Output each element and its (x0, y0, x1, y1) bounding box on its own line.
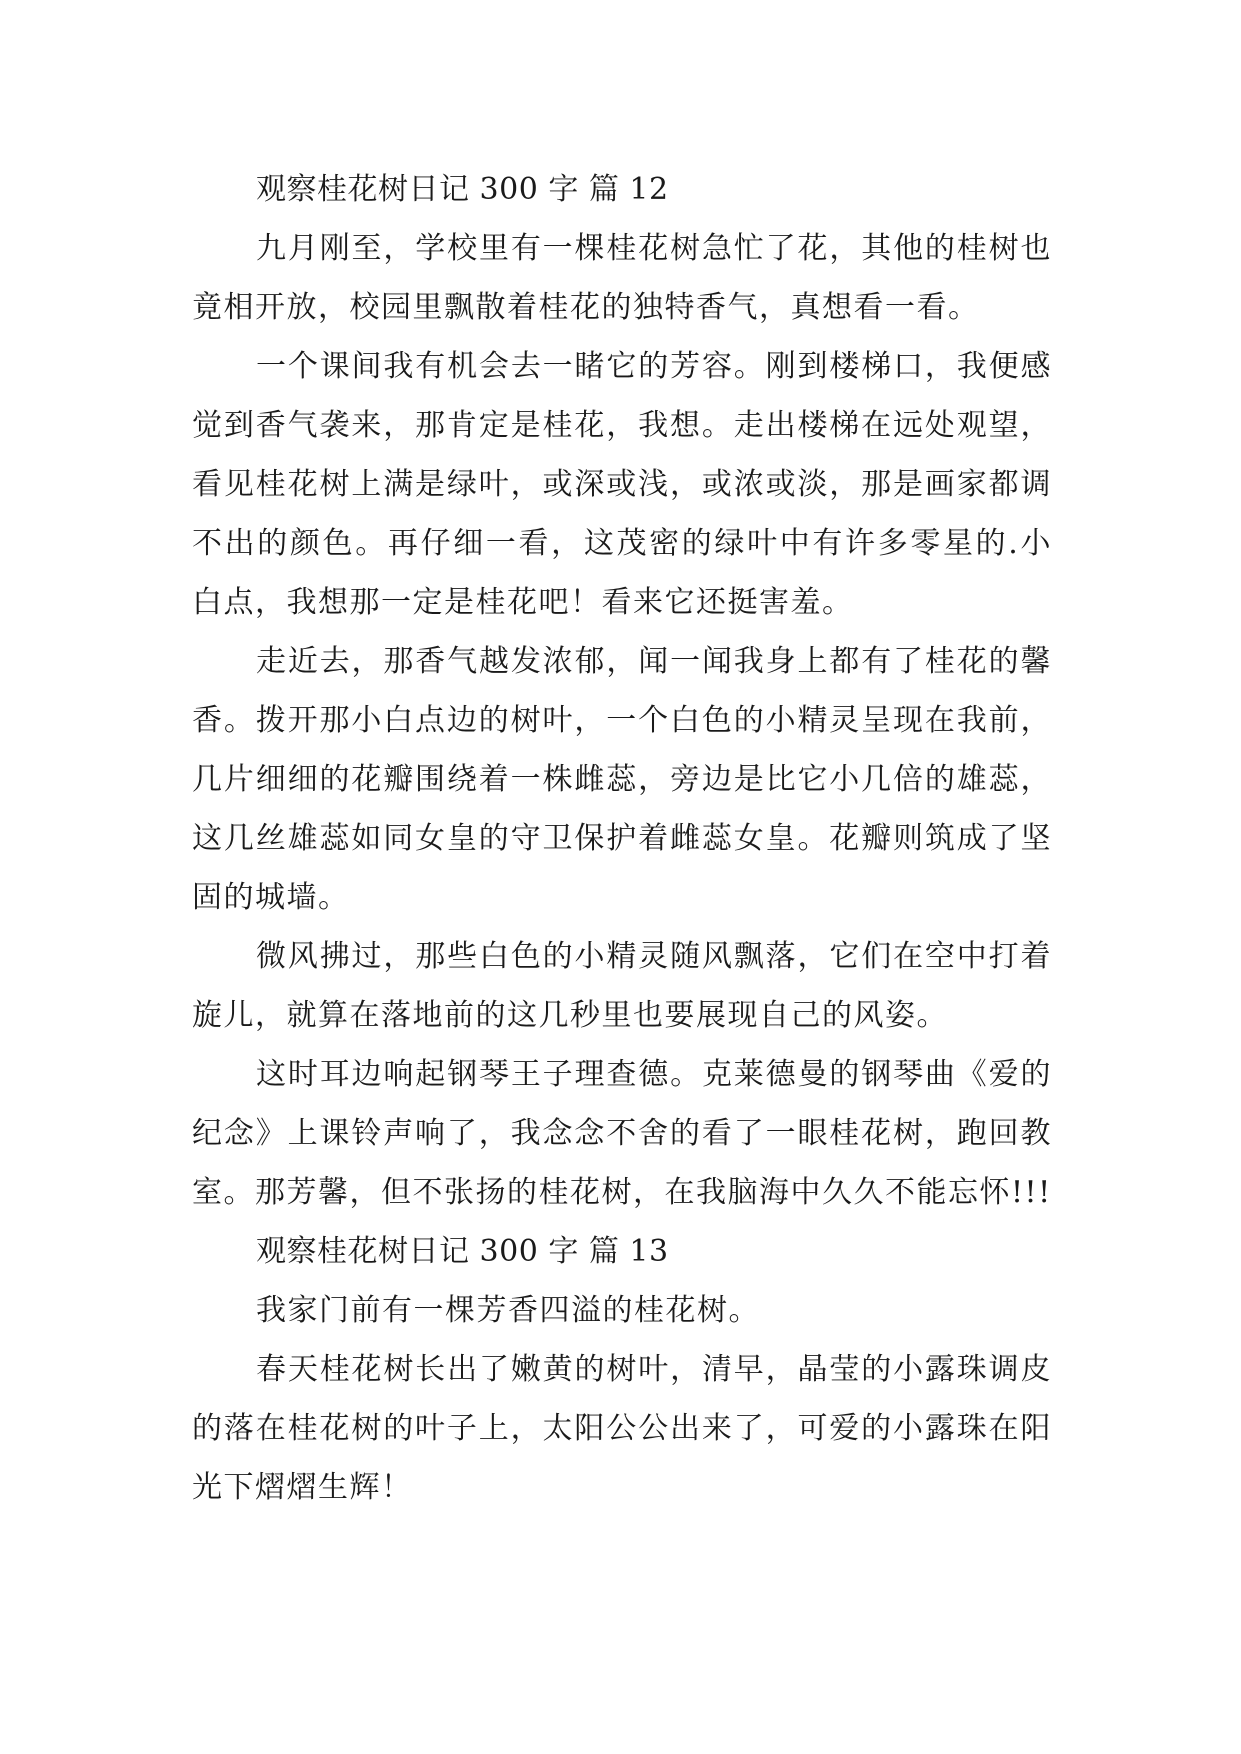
paragraph: 一个课间我有机会去一睹它的芳容。刚到楼梯口，我便感觉到香气袭来，那肯定是桂花，我想。走出楼梯在远处观望，看见桂花树上满是绿叶，或深或浅，或浓或淡，那是画家都调不出的颜色。再仔细一看，这茂密的绿叶中有许多零星的.小白点，我想那一定是桂花吧！看来它还挺害羞。 (192, 349, 1052, 620)
paragraph: 我家门前有一棵芳香四溢的桂花树。 (256, 1293, 760, 1328)
section-heading: 观察桂花树日记 300 字 篇 13 (256, 1234, 669, 1269)
paragraph: 春天桂花树长出了嫩黄的树叶，清早，晶莹的小露珠调皮的落在桂花树的叶子上，太阳公公出来了，可爱的小露珠在阳光下熠熠生辉！ (192, 1352, 1052, 1505)
paragraph: 这时耳边响起钢琴王子理查德。克莱德曼的钢琴曲《爱的纪念》上课铃声响了，我念念不舍的看了一眼桂花树，跑回教室。那芳馨，但不张扬的桂花树，在我脑海中久久不能忘怀!!! (192, 1057, 1052, 1210)
section-heading: 观察桂花树日记 300 字 篇 12 (256, 172, 669, 207)
paragraph: 微风拂过，那些白色的小精灵随风飘落，它们在空中打着旋儿，就算在落地前的这几秒里也要展现自己的风姿。 (192, 939, 1052, 1033)
paragraph: 走近去，那香气越发浓郁，闻一闻我身上都有了桂花的馨香。拨开那小白点边的树叶，一个白色的小精灵呈现在我前，几片细细的花瓣围绕着一株雌蕊，旁边是比它小几倍的雄蕊，这几丝雄蕊如同女皇的守卫保护着雌蕊女皇。花瓣则筑成了坚固的城墙。 (192, 644, 1052, 915)
paragraph: 九月刚至，学校里有一棵桂花树急忙了花，其他的桂树也竟相开放，校园里飘散着桂花的独特香气，真想看一看。 (192, 231, 1052, 325)
document-body (192, 160, 1052, 1517)
